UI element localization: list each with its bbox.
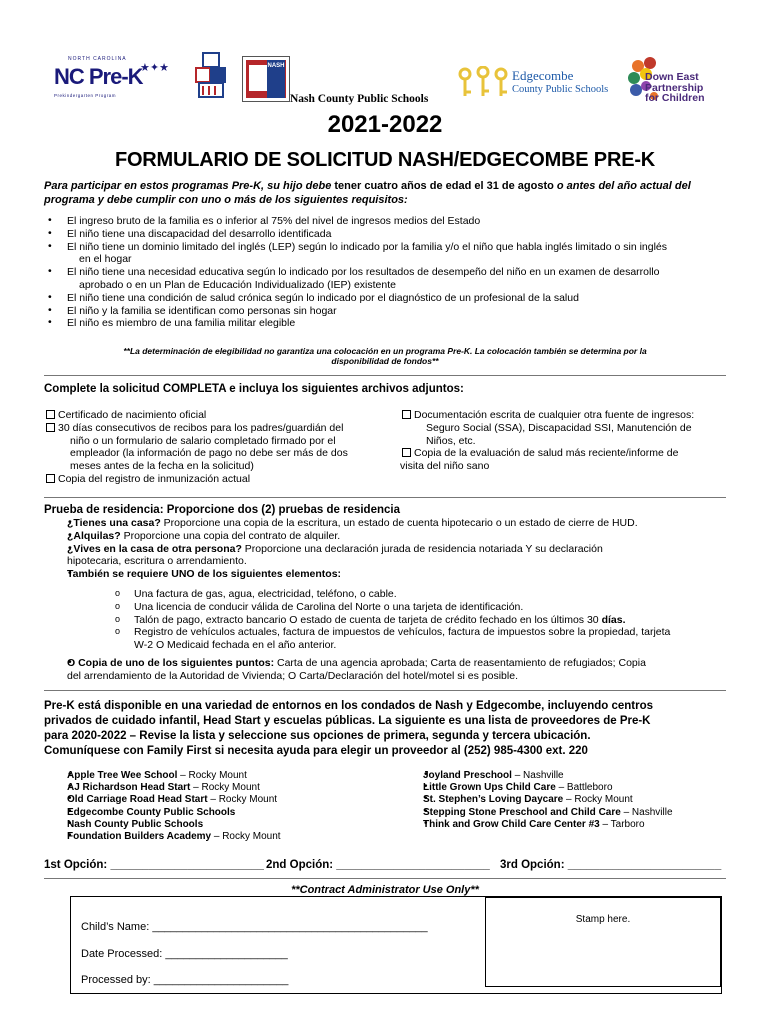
nash-county-caption: Nash County Public Schools: [290, 93, 429, 105]
providers-intro-line1: Pre-K está disponible en una variedad de entornos en los condados de Nash y Edgecombe, incluyendo centros: [44, 700, 654, 712]
list-item: • Apple Tree Wee School – Rocky Mount: [44, 770, 404, 782]
checkbox-icon[interactable]: [46, 410, 55, 419]
checkbox-birth-certificate[interactable]: Certificado de nacimiento oficial: [44, 409, 374, 422]
toy-blocks-icon: [195, 52, 227, 98]
attachments-right: [400, 409, 730, 473]
edgecombe-keys-icon: [455, 66, 511, 100]
divider: [44, 497, 726, 498]
list-item: • Stepping Stone Preschool and Child Care – Nashville: [400, 807, 730, 819]
providers-intro: [44, 699, 734, 759]
providers-right-list: [400, 770, 730, 831]
list-item: • El niño tiene una condición de salud crónica según lo indicado por el diagnóstico de un profesional de la salud: [44, 292, 726, 305]
edgecombe-logo: [512, 68, 608, 97]
checkbox-icon[interactable]: [46, 474, 55, 483]
list-item: • Little Grown Ups Child Care – Battleboro: [400, 782, 730, 794]
date-processed-field[interactable]: Date Processed: ____________________: [81, 948, 288, 960]
checkbox-immunization[interactable]: Copia del registro de inmunización actual: [44, 473, 374, 486]
nc-prek-logo: [54, 56, 174, 102]
eligibility-note: [60, 346, 710, 367]
list-item: • Old Carriage Road Head Start – Rocky Mount: [44, 794, 404, 806]
list-item: • El niño tiene un dominio limitado del inglés (LEP) según lo indicado por la familia y/o el niño que habla inglés limitado o sin inglés en el hogar: [44, 241, 726, 267]
form-year: 2021-2022: [327, 111, 443, 138]
intro-part2: tener cuatro años de edad el 31 de agosto: [334, 180, 557, 192]
residence-heading: Prueba de residencia: Proporcione dos (2) pruebas de residencia: [44, 504, 400, 516]
list-item: o Una licencia de conducir válida de Carolina del Norte o una tarjeta de identificación.: [44, 601, 734, 614]
requirements-list: [44, 215, 726, 330]
admin-heading: **Contract Administrator Use Only**: [291, 884, 479, 896]
list-item: o Talón de pago, extracto bancario O estado de cuenta de tarjeta de crédito fechado en los últimos 30 días.: [44, 614, 734, 627]
list-item: • Nash County Public Schools: [44, 819, 404, 831]
list-item: • El niño tiene una necesidad educativa según lo indicado por los resultados de desempeño del niño en un examen de desarrollo aprobado o en un Plan de Educación Individualizado (IEP) existente: [44, 266, 726, 292]
logo-strip: [50, 52, 730, 110]
nc-prek-logo-word: NC Pre-K: [54, 64, 143, 89]
providers-intro-line2: privados de cuidado infantil, Head Start y escuelas públicas. La siguiente es una lista de proveedores de Pre-K: [44, 714, 651, 727]
list-item: • Think and Grow Child Care Center #3 – Tarboro: [400, 819, 730, 831]
processed-by-field[interactable]: Processed by: ______________________: [81, 974, 289, 986]
second-option-field[interactable]: 2nd Opción: ________________________: [266, 859, 490, 871]
checkbox-health-assessment[interactable]: Copia de la evaluación de salud más reciente/informe de visita del niño sano: [400, 447, 679, 473]
down-east-logo: [645, 72, 705, 104]
list-item: • El niño tiene una discapacidad del desarrollo identificada: [44, 228, 726, 241]
down-east-line3: for Children: [645, 92, 705, 104]
childs-name-field[interactable]: Child’s Name: _____________________________________________: [81, 921, 428, 933]
form-title: FORMULARIO DE SOLICITUD NASH/EDGECOMBE PRE-K: [114, 149, 656, 171]
first-option-field[interactable]: 1st Opción: ________________________: [44, 859, 264, 871]
intro-part1: Para participar en estos programas Pre-K, su hijo debe: [44, 180, 335, 192]
list-item: • El ingreso bruto de la familia es o inferior al 75% del nivel de ingresos medios del Estado: [44, 215, 726, 228]
list-item: • También se requiere UNO de los siguientes elementos:: [44, 568, 734, 581]
attachments-left: [44, 409, 374, 486]
list-item: o Registro de vehículos actuales, factura de impuestos de vehículos, factura de impuestos sobre la propiedad, tarjeta W-2 O Medicaid fechada en el año anterior.: [44, 626, 734, 652]
list-item: • St. Stephen’s Loving Daycare – Rocky Mount: [400, 794, 730, 806]
list-item: • Foundation Builders Academy – Rocky Mount: [44, 831, 404, 843]
nc-prek-logo-tagline: Prekindergarten Program: [54, 93, 117, 98]
nash-county-logo: [242, 56, 290, 102]
admin-box: [70, 896, 722, 994]
list-item: • ¿Alquilas? Proporcione una copia del contrato de alquiler.: [44, 530, 734, 543]
divider: [44, 690, 726, 691]
children-stars-icon: ★✦★: [140, 62, 169, 74]
stamp-label: Stamp here.: [575, 914, 631, 925]
providers-left-list: [44, 770, 404, 843]
list-item: • El niño es miembro de una familia militar elegible: [44, 317, 726, 330]
providers-intro-line3: para 2020-2022 – Revise la lista y seleccione sus opciones de primera, segunda y tercera ubicación.: [44, 729, 591, 742]
checkbox-icon[interactable]: [46, 423, 55, 432]
edgecombe-logo-line1: Edgecombe: [512, 68, 574, 83]
residence-last: [44, 657, 734, 683]
divider: [44, 375, 726, 376]
divider: [44, 878, 726, 879]
list-item: • Joyland Preschool – Nashville: [400, 770, 730, 782]
list-item: • Edgecombe County Public Schools: [44, 807, 404, 819]
list-item: • ¿Tienes una casa? Proporcione una copia de la escritura, un estado de cuenta hipotecario o un estado de cierre de HUD.: [44, 517, 734, 530]
list-item: • AJ Richardson Head Start – Rocky Mount: [44, 782, 404, 794]
checkbox-icon[interactable]: [402, 448, 411, 457]
stamp-box: [485, 897, 721, 987]
residence-sublist: [44, 588, 734, 652]
list-item: o Una factura de gas, agua, electricidad, teléfono, o cable.: [44, 588, 734, 601]
nash-logo-text: NASH: [267, 60, 285, 98]
attachments-heading: Complete la solicitud COMPLETA e incluya los siguientes archivos adjuntos:: [44, 383, 464, 395]
edgecombe-logo-line2: County Public Schools: [512, 83, 609, 95]
checkbox-pay-receipts[interactable]: 30 días consecutivos de recibos para los padres/guardián del niño o un formulario de salario completado firmado por el empleador (la información de pago no debe ser más de dos meses antes de la fecha en la solicitud): [44, 422, 374, 473]
intro-part3: o antes del año actual del programa y debe cumplir con uno o más de los siguientes requisitos:: [44, 180, 691, 206]
list-item: • O Copia de uno de los siguientes puntos: Carta de una agencia aprobada; Carta de reasentamiento de refugiados; Copia del arrendamiento de la Autoridad de Vivienda; O Carta/Declaración del hotel/motel si es posible.: [44, 657, 734, 683]
checkbox-other-income[interactable]: Documentación escrita de cualquier otra fuente de ingresos: Seguro Social (SSA), Discapacidad SSI, Manutención de Niños, etc.: [400, 409, 730, 447]
checkbox-icon[interactable]: [402, 410, 411, 419]
residence-list: [44, 517, 734, 581]
down-east-line2: Partnership: [645, 81, 704, 94]
note-line2: disponibilidad de fondos**: [331, 356, 439, 367]
note-line1: **La determinación de elegibilidad no garantiza una colocación en un programa Pre-K. La colocación también se determina por la: [123, 346, 647, 356]
third-option-field[interactable]: 3rd Opción: ________________________: [500, 859, 722, 871]
providers-intro-line4: Comuníquese con Family First si necesita ayuda para elegir un proveedor al (252) 985-4300 ext. 220: [44, 744, 588, 757]
list-item: • ¿Vives en la casa de otra persona? Proporcione una declaración jurada de residencia notariada Y su declaración hipotecaria, escritura o arrendamiento.: [44, 543, 734, 569]
list-item: • El niño y la familia se identifican como personas sin hogar: [44, 305, 726, 318]
nc-prek-logo-top: NORTH CAROLINA: [68, 56, 127, 62]
down-east-line1: Down East: [645, 71, 699, 83]
eligibility-intro: [44, 180, 726, 208]
